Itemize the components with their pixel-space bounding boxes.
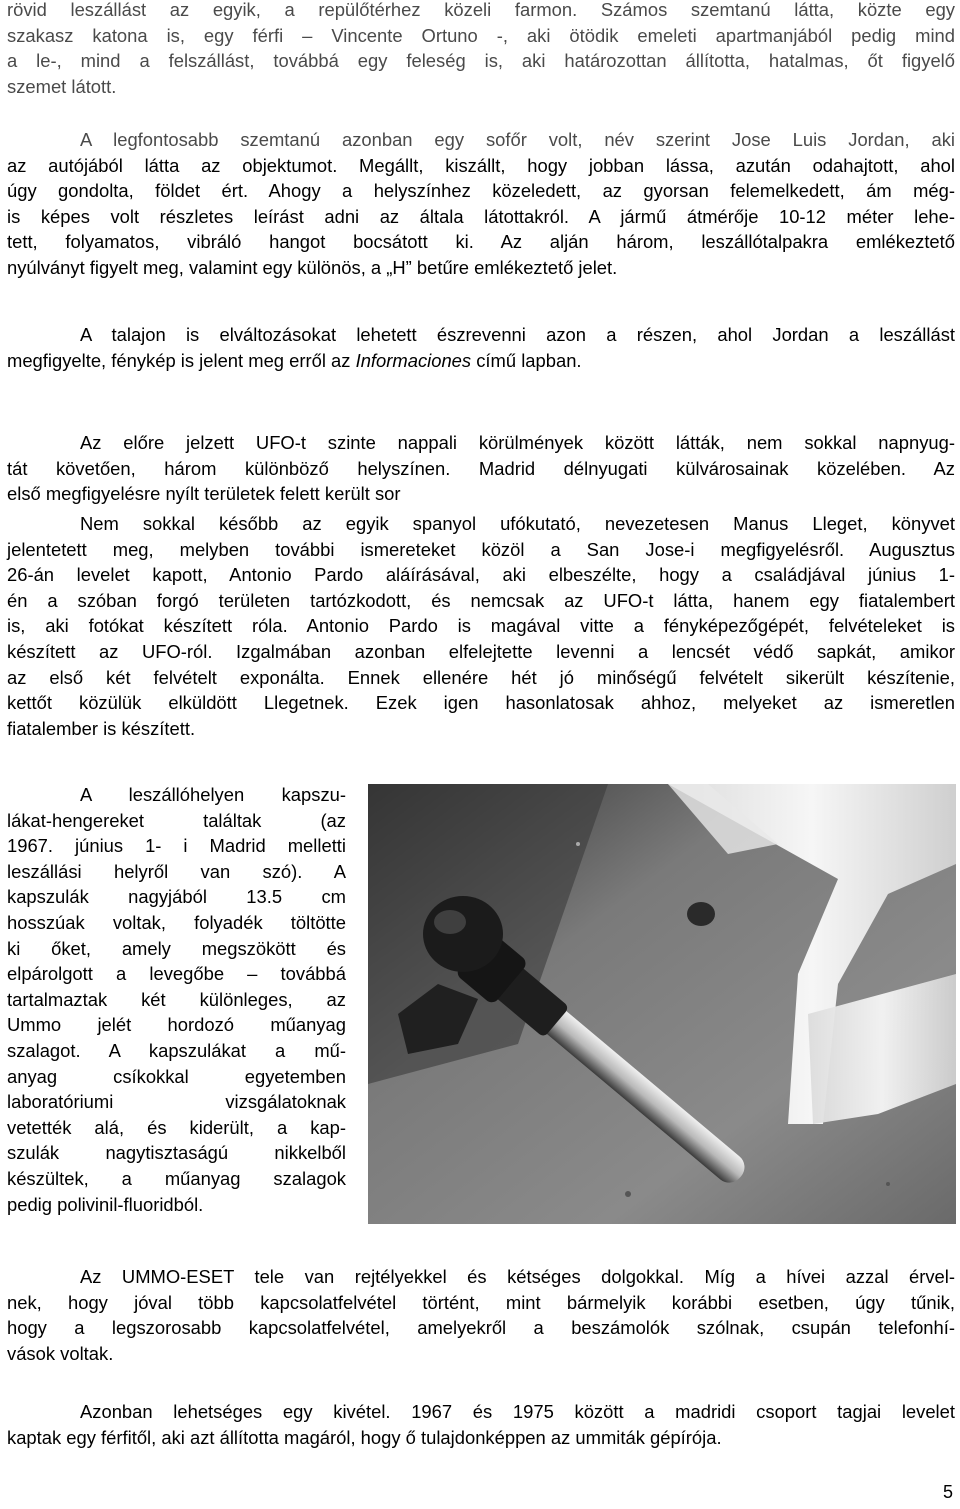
text-segment: című lapban.: [476, 349, 582, 371]
text-line: a le-, mind a felszállást, továbbá egy feleség is, aki határozottan állította, hatalmas, őt figyelő: [7, 50, 955, 72]
paragraph-exception: [7, 1399, 955, 1450]
newspaper-title: Informaciones: [355, 349, 472, 371]
text-line: nyúlványt figyelt meg, valamint egy különös, a „H” betűre emlékeztető jelet.: [7, 256, 618, 278]
text-line: elpárolgott a levegőbe – továbbá: [7, 963, 346, 985]
text-line: Az előre jelzett UFO-t szinte nappali körülmények között látták, nem sokkal napnyug-: [80, 432, 955, 453]
page-number: 5: [942, 1482, 953, 1502]
text-line: 26-án levelet kapott, Antonio Pardo aláírásával, aki elbeszélte, hogy a családjával június 1-: [7, 564, 955, 586]
text-line: szulák nagytisztaságú nikkelből: [7, 1142, 346, 1164]
paragraph-witness: [7, 127, 955, 281]
text-line: első megfigyelésre nyílt területek felett került sor: [7, 483, 401, 505]
text-line: pedig polivinil-fluoridból.: [7, 1193, 204, 1215]
text-line: is képes volt részletes leírást adni az általa látottakról. A jármű átmérője 10-12 méter lehe-: [7, 205, 955, 227]
text-line: A legfontosabb szemtanú azonban egy sofőr volt, név szerint Jose Luis Jordan, aki: [80, 129, 955, 150]
text-line: Azonban lehetséges egy kivétel. 1967 és 1975 között a madridi csoport tagjai levelet: [80, 1401, 955, 1422]
text-line: vetették alá, és kiderült, a kap-: [7, 1116, 346, 1138]
text-line: is, aki fotókat készített róla. Antonio Pardo is magával vitte a fényképezőgépét, felvételeket is: [7, 615, 955, 637]
text-line: kaptak egy férfitől, aki azt állította magáról, hogy ő tulajdonképpen az ummiták gépírója.: [7, 1426, 722, 1448]
text-line: lákat-hengereket találtak (az: [7, 809, 346, 831]
text-line: szemet látott.: [7, 75, 117, 97]
text-line: kapszulák nagyjából 13.5 cm: [7, 886, 346, 908]
capsule-photo: [368, 784, 956, 1224]
text-line: leszállási helyről van szó). A: [7, 860, 346, 882]
text-line: rövid leszállást az egyik, a repülőtérhez közeli farmon. Számos szemtanú látta, közte egy: [7, 0, 955, 20]
paragraph-predicted-ufo: [7, 430, 955, 507]
text-line: 1967. június 1- i Madrid melletti: [7, 835, 346, 857]
text-line: Az UMMO-ESET tele van rejtélyekkel és kétséges dolgokkal. Míg a hívei azzal érvel-: [80, 1266, 955, 1287]
text-line: fiatalember is készített.: [7, 717, 196, 739]
paragraph-ummo-case: [7, 1264, 955, 1366]
text-line: úgy gondolta, földet ért. Ahogy a helyszínhez közeledett, az gyorsan felemelkedett, ám még-: [7, 180, 955, 202]
text-segment: megfigyelte, fénykép is jelent meg erről az: [7, 349, 351, 371]
paragraph-ground-changes: [7, 322, 955, 373]
text-line: készültek, a műanyag szalagok: [7, 1167, 346, 1189]
text-line: tett, folyamatos, vibráló hangot bocsátott ki. Az alján három, leszállótalpakra emlékeztető: [7, 231, 955, 253]
text-line: A talajon is elváltozásokat lehetett észrevenni azon a részen, ahol Jordan a leszállást: [80, 324, 955, 345]
text-line: szakasz katona is, egy férfi – Vincente Ortuno -, aki ötödik emeleti apartmanjából pedig mind: [7, 24, 955, 46]
text-line: jelentetett meg, melyben további ismereteket közöl a San Jose-i megfigyelésről. Augusztus: [7, 538, 955, 560]
text-line: ki őket, amely megszökött és: [7, 937, 346, 959]
text-line: készített az UFO-ról. Izgalmában azonban elfelejtette levenni a lencsét védő sapkát, amikor: [7, 640, 955, 662]
text-line: Nem sokkal később az egyik spanyol ufókutató, nevezetesen Manus Lleget, könyvet: [80, 513, 955, 534]
paragraph-intro: [7, 0, 955, 99]
paragraph-capsules: [7, 782, 346, 1217]
text-line: [7, 348, 955, 374]
capsule-photo-drawing: [368, 784, 956, 1224]
text-line: laboratóriumi vizsgálatoknak: [7, 1091, 346, 1113]
text-line: tartalmaztak két különleges, az: [7, 988, 346, 1010]
text-line: az első két felvételt exponálta. Ennek ellenére hét jó minőségű felvételt sikerült készítenie,: [7, 666, 955, 688]
text-line: hogy a legszorosabb kapcsolatfelvétel, amelyekről a beszámolók szólnak, csupán telefonhí-: [7, 1317, 955, 1339]
text-line: az autójából látta az objektumot. Megállt, kiszállt, hogy jobban lássa, azután odahajtott, ahol: [7, 154, 955, 176]
text-line: A leszállóhelyen kapszu-: [80, 784, 346, 805]
text-line: én a szóban forgó területen tartózkodott, és nemcsak az UFO-t látta, hanem egy fiatalembert: [7, 589, 955, 611]
text-line: anyag csíkokkal egyetemben: [7, 1065, 346, 1087]
text-line: kettőt közülük elküldött Llegetnek. Ezek igen hasonlatosak ahhoz, melyeket az ismeretlen: [7, 692, 955, 714]
text-line: nek, hogy jóval több kapcsolatfelvétel történt, mint bármelyik korábbi esetben, úgy tűnik,: [7, 1291, 955, 1313]
text-line: vások voltak.: [7, 1342, 114, 1364]
text-line: Ummo jelét hordozó műanyag: [7, 1014, 346, 1036]
text-line: szalagot. A kapszulákat a mű-: [7, 1039, 346, 1061]
paragraph-lleget: [7, 511, 955, 741]
text-line: tát követően, három különböző helyszínen. Madrid délnyugati külvárosainak közelében. Az: [7, 457, 955, 479]
text-line: hosszúak voltak, folyadék töltötte: [7, 911, 346, 933]
